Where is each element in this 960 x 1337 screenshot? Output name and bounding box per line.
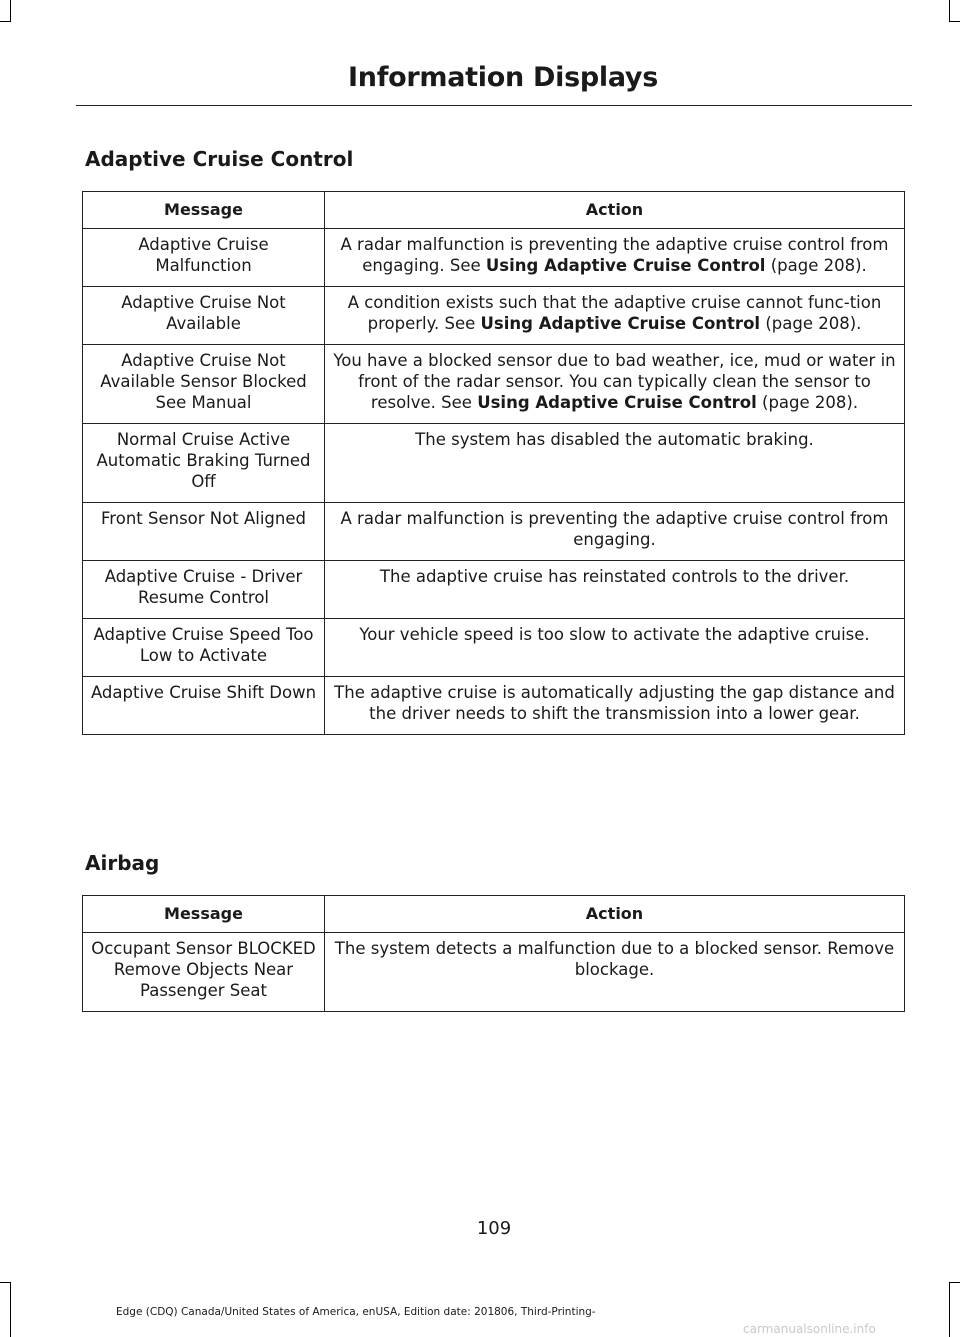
- action-text: (page 208).: [760, 314, 862, 333]
- action-text: The adaptive cruise has reinstated controls to the driver.: [379, 567, 850, 586]
- page-number: 109: [476, 1218, 512, 1239]
- crop-mark-bottom-left-v: [10, 1282, 11, 1337]
- section-title-adaptive-cruise: Adaptive Cruise Control: [85, 147, 354, 171]
- table-row: [83, 677, 905, 735]
- action-cell: [325, 561, 905, 619]
- watermark: carmanualsonline.info: [743, 1322, 876, 1336]
- action-text: A radar malfunction is preventing the adaptive cruise control from engaging. See: [340, 235, 889, 275]
- column-header-message: Message: [83, 192, 325, 229]
- adaptive-cruise-table-body: [83, 229, 905, 735]
- message-cell: Adaptive Cruise Shift Down: [83, 677, 325, 735]
- action-cell: [325, 229, 905, 287]
- footer-edition: Edge (CDQ) Canada/United States of America, enUSA, Edition date: 201806, Third-Printing-: [116, 1306, 596, 1318]
- table-row: [83, 229, 905, 287]
- message-cell: Normal Cruise Active Automatic Braking Turned Off: [83, 424, 325, 503]
- header-rule: [76, 105, 912, 106]
- section-title-airbag: Airbag: [85, 851, 160, 875]
- table-header-row: [83, 896, 905, 933]
- crop-mark-bottom-right-v: [949, 1282, 950, 1337]
- message-cell: Front Sensor Not Aligned: [83, 503, 325, 561]
- crop-mark-top-right-h: [949, 21, 960, 22]
- crop-mark-top-left-h: [0, 21, 11, 22]
- column-header-action: Action: [325, 896, 905, 933]
- message-cell: Adaptive Cruise Not Available Sensor Blocked See Manual: [83, 345, 325, 424]
- adaptive-cruise-message-table: [82, 191, 905, 735]
- action-text: The system detects a malfunction due to a blocked sensor. Remove blockage.: [334, 939, 895, 979]
- table-row: [83, 619, 905, 677]
- action-text: (page 208).: [756, 393, 859, 412]
- message-cell: Occupant Sensor BLOCKED Remove Objects Near Passenger Seat: [83, 933, 325, 1012]
- airbag-message-table: [82, 895, 905, 1012]
- action-cell: [325, 933, 905, 1012]
- airbag-table-body: [83, 933, 905, 1012]
- action-cell: [325, 677, 905, 735]
- table-header-row: [83, 192, 905, 229]
- table-row: [83, 345, 905, 424]
- action-text: A condition exists such that the adaptive cruise cannot func-tion properly. See: [347, 293, 882, 333]
- message-cell: Adaptive Cruise Speed Too Low to Activate: [83, 619, 325, 677]
- action-text: The system has disabled the automatic braking.: [415, 430, 814, 449]
- crop-mark-top-left-v: [10, 0, 11, 22]
- table-row: [83, 287, 905, 345]
- action-text: You have a blocked sensor due to bad weather, ice, mud or water in front of the radar sensor. You can typically clean the sensor to resolve. See: [333, 351, 896, 412]
- cross-reference-link[interactable]: Using Adaptive Cruise Control: [477, 393, 757, 412]
- message-cell: Adaptive Cruise Malfunction: [83, 229, 325, 287]
- cross-reference-link[interactable]: Using Adaptive Cruise Control: [480, 314, 761, 333]
- message-cell: Adaptive Cruise - Driver Resume Control: [83, 561, 325, 619]
- action-cell: [325, 424, 905, 503]
- action-text: Your vehicle speed is too slow to activate the adaptive cruise.: [359, 625, 870, 644]
- table-row: [83, 503, 905, 561]
- action-text: (page 208).: [765, 256, 867, 275]
- action-text: The adaptive cruise is automatically adjusting the gap distance and the driver needs to shift the transmission into a lower gear.: [334, 683, 895, 723]
- table-row: [83, 424, 905, 503]
- table-row: [83, 933, 905, 1012]
- action-text: A radar malfunction is preventing the adaptive cruise control from engaging.: [340, 509, 889, 549]
- table-row: [83, 561, 905, 619]
- crop-mark-bottom-left-h: [0, 1282, 11, 1283]
- action-cell: [325, 287, 905, 345]
- cross-reference-link[interactable]: Using Adaptive Cruise Control: [485, 256, 766, 275]
- action-cell: [325, 503, 905, 561]
- column-header-message: Message: [83, 896, 325, 933]
- crop-mark-bottom-right-h: [949, 1282, 960, 1283]
- column-header-action: Action: [325, 192, 905, 229]
- message-cell: Adaptive Cruise Not Available: [83, 287, 325, 345]
- action-cell: [325, 345, 905, 424]
- chapter-title: Information Displays: [348, 62, 658, 93]
- crop-mark-top-right-v: [949, 0, 950, 22]
- action-cell: [325, 619, 905, 677]
